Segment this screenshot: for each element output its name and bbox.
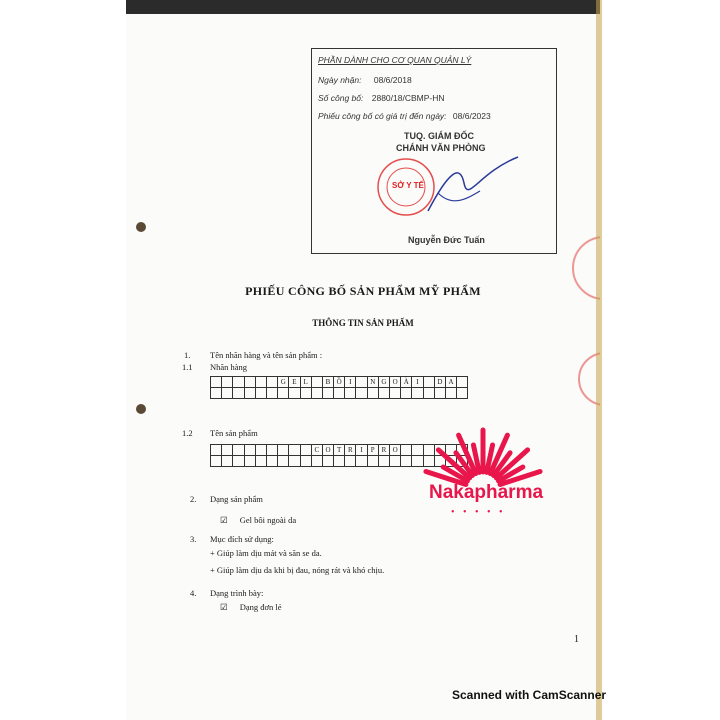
section-4-number: 4. xyxy=(190,588,197,598)
grid-cell: G xyxy=(379,377,390,388)
grid-cell xyxy=(424,388,435,399)
grid-cell: B xyxy=(323,377,334,388)
grid-cell: C xyxy=(312,445,323,456)
grid-cell xyxy=(301,445,312,456)
grid-cell xyxy=(211,388,222,399)
document-page xyxy=(126,0,600,720)
grid-cell xyxy=(245,456,256,467)
grid-cell xyxy=(301,388,312,399)
grid-cell xyxy=(278,445,289,456)
grid-cell xyxy=(222,377,233,388)
seal-and-signature xyxy=(368,153,528,233)
grid-cell: D xyxy=(435,377,446,388)
grid-cell xyxy=(334,388,345,399)
grid-cell xyxy=(379,388,390,399)
grid-cell xyxy=(289,445,300,456)
grid-cell xyxy=(233,377,244,388)
grid-cell xyxy=(222,456,233,467)
top-dark-band xyxy=(126,0,600,14)
grid-cell: L xyxy=(301,377,312,388)
grid-cell xyxy=(390,456,401,467)
grid-cell xyxy=(278,388,289,399)
grid-cell: P xyxy=(368,445,379,456)
grid-cell xyxy=(278,456,289,467)
grid-cell: O xyxy=(390,377,401,388)
checkbox-icon: ☑ xyxy=(220,602,228,612)
grid-cell xyxy=(424,377,435,388)
grid-cell xyxy=(289,388,300,399)
section-2-item: ☑ Gel bôi ngoài da xyxy=(220,515,297,525)
grid-cell xyxy=(256,388,267,399)
grid-cell: E xyxy=(289,377,300,388)
grid-cell xyxy=(289,456,300,467)
admin-box xyxy=(311,48,557,254)
section-2-label: Dạng sản phẩm xyxy=(210,494,263,504)
grid-cell xyxy=(301,456,312,467)
grid-cell xyxy=(323,388,334,399)
section-1-2-label: Tên sản phẩm xyxy=(210,428,258,438)
scanner-footer: Scanned with CamScanner xyxy=(452,688,607,702)
grid-cell: O xyxy=(390,445,401,456)
received-date: 08/6/2018 xyxy=(373,75,412,85)
grid-cell xyxy=(379,456,390,467)
brand-name-grid xyxy=(210,376,468,399)
watermark-dots: • • • • • xyxy=(451,507,506,518)
registration-number: 2880/18/CBMP-HN xyxy=(371,93,445,103)
grid-cell xyxy=(267,377,278,388)
grid-cell xyxy=(211,445,222,456)
grid-cell: Ồ xyxy=(334,377,345,388)
punch-hole xyxy=(136,222,146,232)
punch-hole xyxy=(136,404,146,414)
grid-cell: R xyxy=(379,445,390,456)
grid-cell: O xyxy=(323,445,334,456)
grid-cell: À xyxy=(401,377,412,388)
section-title: THÔNG TIN SẢN PHẨM xyxy=(312,318,414,328)
grid-cell xyxy=(256,456,267,467)
grid-cell xyxy=(267,456,278,467)
signer-title-2: CHÁNH VĂN PHÒNG xyxy=(396,143,486,153)
grid-cell xyxy=(312,456,323,467)
grid-cell xyxy=(356,456,367,467)
grid-cell xyxy=(356,377,367,388)
grid-cell xyxy=(457,388,468,399)
grid-cell xyxy=(390,388,401,399)
grid-cell xyxy=(401,388,412,399)
checkbox-icon: ☑ xyxy=(220,515,228,525)
grid-cell xyxy=(345,456,356,467)
grid-cell: A xyxy=(446,377,457,388)
grid-cell xyxy=(222,445,233,456)
grid-cell xyxy=(334,456,345,467)
grid-cell xyxy=(245,445,256,456)
number-row: Số công bố: 2880/18/CBMP-HN xyxy=(318,93,445,103)
grid-cell xyxy=(457,377,468,388)
grid-cell xyxy=(211,456,222,467)
section-1-1-label: Nhãn hàng xyxy=(210,362,248,372)
section-1-number: 1. xyxy=(184,350,191,360)
grid-cell xyxy=(368,456,379,467)
admin-box-heading: PHẦN DÀNH CHO CƠ QUAN QUẢN LÝ xyxy=(318,55,472,65)
grid-cell: R xyxy=(345,445,356,456)
grid-cell xyxy=(233,456,244,467)
grid-cell xyxy=(446,388,457,399)
signer-name: Nguyễn Đức Tuấn xyxy=(408,235,485,245)
grid-cell xyxy=(345,388,356,399)
section-3-item-1: + Giúp làm dịu mát và săn se da. xyxy=(210,548,322,558)
section-3-number: 3. xyxy=(190,534,197,544)
section-1-1-number: 1.1 xyxy=(182,362,193,372)
grid-cell xyxy=(323,456,334,467)
grid-cell: I xyxy=(356,445,367,456)
grid-cell xyxy=(256,445,267,456)
grid-cell: T xyxy=(334,445,345,456)
grid-cell xyxy=(222,388,233,399)
page-number: 1 xyxy=(574,634,579,645)
watermark-brand: Nakapharma xyxy=(428,482,544,503)
grid-cell xyxy=(356,388,367,399)
section-4-label: Dạng trình bày: xyxy=(210,588,264,598)
grid-cell xyxy=(211,377,222,388)
signer-title-1: TUQ. GIÁM ĐỐC xyxy=(404,131,474,141)
grid-cell xyxy=(312,377,323,388)
grid-cell xyxy=(267,388,278,399)
grid-cell xyxy=(256,377,267,388)
grid-cell xyxy=(233,388,244,399)
grid-cell xyxy=(233,445,244,456)
grid-cell xyxy=(267,445,278,456)
validity-date: 08/6/2023 xyxy=(452,111,491,121)
grid-cell xyxy=(368,388,379,399)
grid-cell: I xyxy=(412,377,423,388)
document-title: PHIẾU CÔNG BỐ SẢN PHẨM MỸ PHẨM xyxy=(245,284,481,298)
section-1-label: Tên nhãn hàng và tên sản phẩm : xyxy=(210,350,323,360)
grid-cell xyxy=(412,388,423,399)
section-4-item: ☑ Dạng đơn lẻ xyxy=(220,602,282,612)
grid-cell: N xyxy=(368,377,379,388)
validity-row: Phiếu công bố có giá trị đến ngày: 08/6/2023 xyxy=(318,111,491,121)
grid-cell: G xyxy=(278,377,289,388)
grid-cell xyxy=(312,388,323,399)
section-3-label: Mục đích sử dụng: xyxy=(210,534,274,544)
received-date-row: Ngày nhận: 08/6/2018 xyxy=(318,75,412,85)
section-1-2-number: 1.2 xyxy=(182,428,193,438)
grid-cell: I xyxy=(345,377,356,388)
grid-cell xyxy=(435,388,446,399)
grid-cell xyxy=(245,388,256,399)
section-3-item-2: + Giúp làm dịu da khi bị đau, nóng rát và khó chịu. xyxy=(210,565,385,575)
seal-text: SỞ Y TẾ xyxy=(392,181,424,190)
section-2-number: 2. xyxy=(190,494,197,504)
grid-cell xyxy=(245,377,256,388)
page-edge xyxy=(596,0,602,720)
